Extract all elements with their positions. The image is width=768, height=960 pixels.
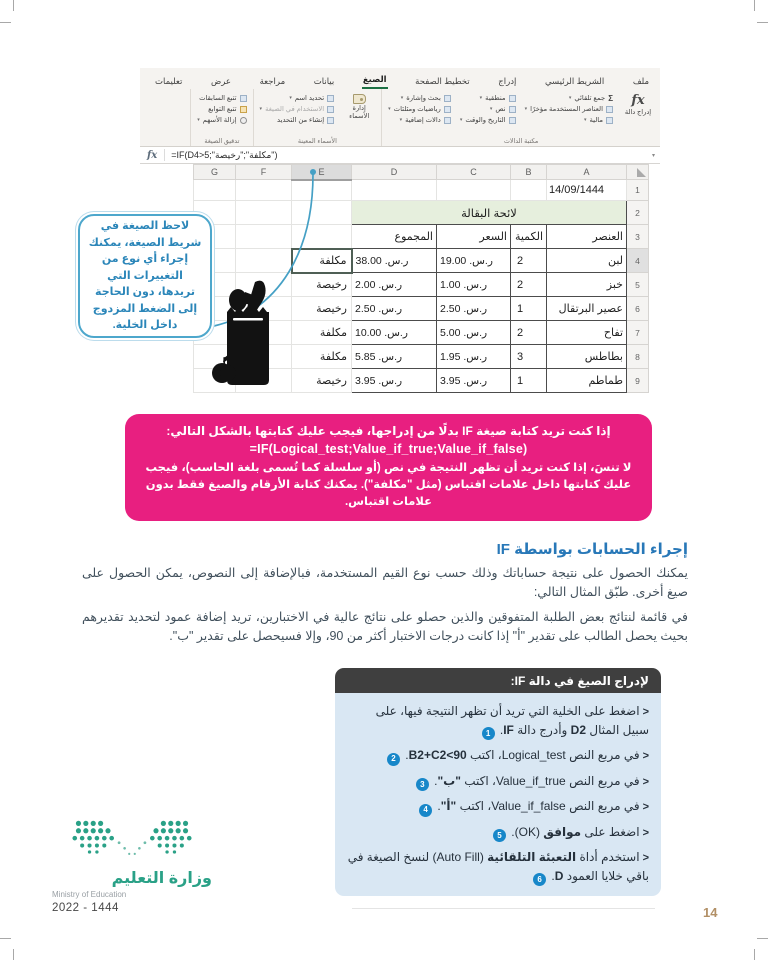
crop-mark (0, 22, 11, 23)
select-all-icon (637, 168, 646, 177)
caret-icon: ▾ (289, 95, 292, 101)
caret-icon: ▾ (259, 106, 263, 112)
row-number[interactable]: 1 (627, 180, 649, 201)
cell-total[interactable]: ر.س. 2.00 (352, 273, 437, 297)
step-number-badge: 6 (533, 873, 546, 886)
recently-used-button[interactable]: العناصر المستخدمة مؤخرًا ▾ (525, 105, 613, 113)
group-defined-names (253, 89, 382, 146)
crop-mark (0, 938, 11, 939)
logical-button[interactable]: منطقية ▾ (460, 94, 516, 102)
cell-total[interactable]: ر.س. 5.85 (352, 345, 437, 369)
step-item: <استخدم أداة التعبئة التلقائية (Auto Fill) لنسخ الصيغة في باقي خلايا العمود D. 6 (347, 848, 649, 886)
name-manager-button[interactable]: إدارة الأسماء (343, 92, 375, 121)
step-number-badge: 1 (482, 727, 495, 740)
name-tag-icon (353, 94, 366, 104)
section-heading: إجراء الحسابات بواسطة IF (496, 541, 688, 558)
step-item: <في مربع النص Value_if_true، اكتب "ب". 3 (347, 772, 649, 792)
caret-icon: ▾ (584, 117, 587, 123)
caret-icon: ▾ (524, 106, 528, 112)
pink-note-line1: إذا كنت تريد كتابة صيغة IF بدلًا من إدراجها، فيجب عليك كتابتها بالشكل التالي: (166, 423, 611, 438)
tab-page-layout[interactable]: تخطيط الصفحة (415, 76, 470, 86)
row-number[interactable]: 9 (627, 369, 649, 393)
tab-formulas[interactable]: الصيغ (362, 71, 388, 89)
trace-dependents-button[interactable]: تتبع التوابع (197, 105, 246, 113)
group-formula-auditing (190, 89, 252, 146)
ministry-logo-dots-icon (72, 818, 192, 862)
column-header-b[interactable]: B (511, 165, 547, 180)
body-paragraph: يمكنك الحصول على نتيجة حساباتك وذلك حسب نوع القيم المستخدمة، فبالإضافة إلى النصوص، يمكن الحصول على صيغ أخرى. طبّق المثال التالي: (82, 566, 688, 600)
select-all-corner[interactable] (627, 165, 649, 180)
table-title-cell[interactable]: لائحة البقالة (352, 201, 627, 225)
callout-bubble (78, 214, 212, 338)
group-function-library (381, 89, 660, 146)
page-number: 14 (703, 905, 718, 920)
cell[interactable] (511, 180, 547, 201)
cell[interactable] (437, 180, 511, 201)
caret-icon: ▾ (197, 117, 200, 123)
sigma-icon: Σ (608, 93, 613, 103)
fx-icon: fx (631, 93, 645, 108)
caret-icon: ▾ (479, 95, 483, 101)
remove-arrows-button[interactable]: إزالة الأسهم ▾ (197, 116, 246, 124)
formula-bar (140, 147, 660, 164)
ministry-logo (52, 818, 212, 914)
remove-arrows-icon (240, 117, 247, 124)
cell-qty[interactable]: 2 (511, 321, 547, 345)
trace-precedents-icon (240, 95, 247, 102)
header-qty[interactable]: الكمية (511, 225, 547, 249)
crop-mark (757, 22, 768, 23)
date-time-icon (509, 117, 516, 124)
step-item: <في مربع النص Value_if_false، اكتب "أ". 4 (347, 797, 649, 817)
cell-result[interactable]: رخيصة (292, 297, 352, 321)
ribbon-tab-bar (140, 68, 660, 89)
step-item: <اضغط على موافق (OK). 5 (347, 823, 649, 843)
trace-precedents-button[interactable]: تتبع السابقات (197, 94, 246, 102)
column-header-f[interactable]: F (236, 165, 292, 180)
cell-total[interactable]: ر.س. 3.95 (352, 369, 437, 393)
row-number[interactable]: 3 (627, 225, 649, 249)
tab-data[interactable]: بيانات (313, 76, 335, 86)
caret-icon: ▾ (399, 117, 403, 123)
cell-qty[interactable]: 3 (511, 345, 547, 369)
cell-total[interactable]: ر.س. 10.00 (352, 321, 437, 345)
step-number-badge: 3 (416, 778, 429, 791)
column-header-a[interactable]: A (547, 165, 627, 180)
header-item[interactable]: العنصر (547, 225, 627, 249)
group-label: تدقيق الصيغة (204, 138, 240, 145)
fx-icon: fx (147, 149, 158, 161)
sheet-row (194, 201, 649, 225)
row-number[interactable]: 8 (627, 345, 649, 369)
create-from-selection-icon (327, 117, 334, 124)
step-number-badge: 2 (387, 753, 400, 766)
cell-item[interactable]: بطاطس (547, 345, 627, 369)
step-chevron-icon: < (642, 852, 649, 864)
cell-result[interactable]: مكلفة (292, 345, 352, 369)
cell-price[interactable]: ر.س. 1.95 (437, 345, 511, 369)
step-number-badge: 4 (419, 804, 432, 817)
cell-e4-active[interactable]: مكلفة (292, 249, 352, 273)
grocery-bag-icon (211, 278, 275, 394)
row-number[interactable]: 5 (627, 273, 649, 297)
define-name-button[interactable]: تحديد اسم ▾ (260, 94, 335, 102)
column-header-c[interactable]: C (437, 165, 511, 180)
cell-a1-date[interactable]: 14/09/1444 (547, 180, 627, 201)
trace-dependents-icon (240, 106, 247, 113)
header-price[interactable]: السعر (437, 225, 511, 249)
caret-icon: ▾ (459, 117, 463, 123)
step-chevron-icon: < (642, 775, 649, 788)
crop-mark (754, 949, 755, 960)
define-name-icon (327, 95, 334, 102)
cell-price[interactable]: ر.س. 5.00 (437, 321, 511, 345)
cell-item[interactable]: عصير البرتقال (547, 297, 627, 321)
column-header-d[interactable]: D (352, 165, 437, 180)
sheet-row (194, 249, 649, 273)
column-header-e[interactable]: E (292, 165, 352, 180)
caret-icon: ▾ (489, 106, 493, 112)
footer-rule (352, 908, 655, 909)
sheet-row (194, 180, 649, 201)
cell-total[interactable]: ر.س. 38.00 (352, 249, 437, 273)
cell[interactable] (292, 180, 352, 201)
lookup-reference-button[interactable]: بحث وإشارة ▾ (388, 94, 451, 102)
steps-box-title: لإدراج الصيغ في دالة IF: (335, 668, 661, 693)
row-number[interactable]: 4 (627, 249, 649, 273)
financial-icon (606, 117, 613, 124)
step-item: <اضغط على الخلية التي تريد أن تظهر النتيجة فيها، على سبيل المثال D2 وأدرج دالة IF. 1 (347, 702, 649, 740)
steps-box (335, 668, 661, 896)
cell[interactable] (292, 201, 352, 225)
crop-mark (757, 938, 768, 939)
pink-note-box (125, 414, 652, 521)
row-number[interactable]: 6 (627, 297, 649, 321)
use-in-formula-icon (327, 106, 334, 113)
financial-button[interactable]: مالية ▾ (525, 116, 613, 124)
cell[interactable] (292, 225, 352, 249)
formula-input[interactable]: =IF(D4>5;"مكلفة";"رخيصة") (171, 149, 278, 160)
caret-icon: ▾ (568, 95, 572, 101)
cell[interactable] (236, 201, 292, 225)
autosum-button[interactable]: Σ جمع تلقائي ▾ (568, 93, 613, 103)
cell-price[interactable]: ر.س. 3.95 (437, 369, 511, 393)
sheet-row (194, 225, 649, 249)
more-functions-button[interactable]: دالات إضافية ▾ (388, 116, 451, 124)
tab-insert[interactable]: إدراج (498, 76, 517, 86)
pink-note-line2: لا تنسَ، إذا كنت تريد أن تظهر النتيجة في نص (أو سلسلة كما تُسمى بلغة الحاسب)، فيجب عليك كتابتها داخل علامات اقتباس (مثل "مكلفة"). يمكنك كتابة الأرقام والصيغ فقط بدون علامات اقتباس. (145, 461, 632, 509)
header-total[interactable]: المجموع (352, 225, 437, 249)
cell[interactable] (194, 180, 236, 201)
math-trig-icon (444, 106, 451, 113)
cell-qty[interactable]: 2 (511, 273, 547, 297)
cell[interactable] (236, 249, 292, 273)
tab-help[interactable]: تعليمات (155, 76, 183, 86)
column-header-row (194, 165, 649, 180)
edition-year: 2022 - 1444 (52, 902, 119, 914)
create-from-selection-button[interactable]: إنشاء من التحديد (260, 116, 335, 124)
ministry-name-english: Ministry of Education (52, 890, 127, 899)
cell-item[interactable]: خبز (547, 273, 627, 297)
step-chevron-icon: < (642, 750, 649, 762)
cell[interactable] (236, 225, 292, 249)
body-paragraph: في قائمة لنتائج بعض الطلبة المتفوقين والذين حصلو على نتائج عالية في الاختبارين، تريد إضافة عمود لتحديد تقديرهم بحيث يحصل الطالب على تقدير "أ" إذا كانت درجات الاختبار أكثر من 90، وإلا فسيحصل على تقدير "ب". (82, 610, 688, 644)
cell-item[interactable]: طماطم (547, 369, 627, 393)
cell-item[interactable]: تفاح (547, 321, 627, 345)
tab-file[interactable]: ملف (632, 76, 649, 86)
math-trig-button[interactable]: رياضيات ومثلثات ▾ (388, 105, 451, 113)
text-button[interactable]: نص ▾ (460, 105, 516, 113)
step-chevron-icon: < (642, 801, 649, 813)
use-in-formula-button[interactable]: الاستخدام في الصيغة ▾ (260, 105, 335, 113)
callout-text: لاحظ الصيغة في شريط الصيغة، يمكنك إجراء أي نوع من التغييرات التي تريدها، دون الحاجة إلى الضغط المزدوج داخل الخلية. (88, 220, 202, 332)
cell-item[interactable]: لبن (547, 249, 627, 273)
steps-box-body (335, 693, 661, 896)
crop-mark (13, 0, 14, 11)
cell-qty[interactable]: 1 (511, 297, 547, 321)
crop-mark (13, 949, 14, 960)
cell[interactable] (352, 180, 437, 201)
cell-qty[interactable]: 1 (511, 369, 547, 393)
caret-icon: ▾ (400, 95, 404, 101)
cell-result[interactable]: رخيصة (292, 273, 352, 297)
group-label: الأسماء المعينة (297, 138, 337, 145)
more-functions-icon (444, 117, 451, 124)
cell-result[interactable]: رخيصة (292, 369, 352, 393)
cell-total[interactable]: ر.س. 2.50 (352, 297, 437, 321)
step-chevron-icon: < (642, 706, 649, 718)
crop-mark (754, 0, 755, 11)
step-item: <في مربع النص Logical_test، اكتب B2+C2<90. 2 (347, 746, 649, 766)
ribbon (140, 89, 660, 147)
text-icon (509, 106, 516, 113)
pink-note-formula: =IF(Logical_test;Value_if_true;Value_if_false) (249, 441, 528, 456)
recently-used-icon (606, 106, 613, 113)
step-number-badge: 5 (493, 829, 506, 842)
caret-icon: ▾ (388, 106, 391, 112)
cell-price[interactable]: ر.س. 19.00 (437, 249, 511, 273)
formula-bar-expand-icon[interactable]: ▾ (651, 152, 655, 159)
cell-qty[interactable]: 2 (511, 249, 547, 273)
logical-icon (509, 95, 516, 102)
column-header-g[interactable]: G (194, 165, 236, 180)
ministry-name-arabic: وزارة التعليم (111, 870, 212, 887)
insert-function-button[interactable]: fx إدراج دالة (624, 93, 652, 116)
cell-price[interactable]: ر.س. 2.50 (437, 297, 511, 321)
row-number[interactable]: 7 (627, 321, 649, 345)
tab-review[interactable]: مراجعة (259, 76, 286, 86)
date-time-button[interactable]: التاريخ والوقت ▾ (460, 116, 516, 124)
group-label: مكتبة الدالات (503, 138, 539, 145)
step-chevron-icon: < (642, 826, 649, 839)
tab-view[interactable]: عرض (210, 76, 232, 86)
cell-result[interactable]: مكلفة (292, 321, 352, 345)
row-number[interactable]: 2 (627, 201, 649, 225)
cell[interactable] (236, 180, 292, 201)
cell-price[interactable]: ر.س. 1.00 (437, 273, 511, 297)
lookup-icon (444, 95, 451, 102)
tab-home[interactable]: الشريط الرئيسي (544, 76, 605, 86)
